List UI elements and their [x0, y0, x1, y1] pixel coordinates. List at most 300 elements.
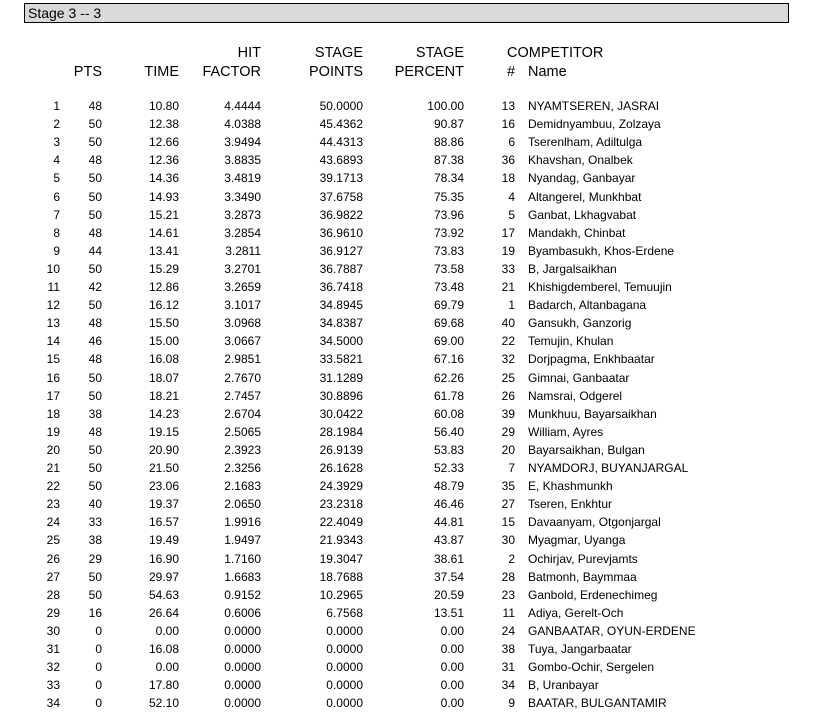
stage-points-cell: 43.6893 — [319, 153, 363, 168]
points-cell: 46 — [88, 334, 102, 349]
time-cell: 14.61 — [148, 225, 179, 240]
competitor-number-cell: 30 — [501, 533, 515, 548]
time-cell: 19.15 — [148, 424, 179, 439]
hit-factor-cell: 3.4819 — [224, 171, 261, 186]
competitor-number-cell: 2 — [508, 551, 515, 566]
time-cell: 15.29 — [148, 261, 179, 276]
hit-factor-cell: 4.0388 — [224, 117, 261, 132]
competitor-name-cell: B, Jargalsaikhan — [528, 261, 617, 276]
competitor-name-cell: Byambasukh, Khos-Erdene — [528, 243, 675, 258]
stage-points-cell: 30.8896 — [319, 388, 363, 403]
time-cell: 23.06 — [148, 479, 179, 494]
stage-percent-cell: 44.81 — [433, 515, 464, 530]
competitor-number-cell: 39 — [501, 406, 515, 421]
place-cell: 28 — [46, 587, 60, 602]
stage-percent-cell: 38.61 — [433, 551, 464, 566]
table-row — [0, 477, 816, 495]
place-cell: 12 — [46, 298, 60, 313]
header-competitor: COMPETITOR — [507, 45, 604, 61]
hit-factor-cell: 2.3256 — [224, 461, 261, 475]
points-cell: 42 — [88, 280, 102, 294]
stage-points-cell: 28.1984 — [319, 424, 363, 439]
competitor-name-cell: Temujin, Khulan — [528, 334, 614, 349]
table-row — [0, 278, 816, 296]
time-cell: 19.37 — [148, 497, 179, 512]
time-cell: 16.90 — [148, 551, 179, 566]
competitor-number-cell: 18 — [501, 171, 515, 186]
hit-factor-cell: 1.9497 — [224, 533, 261, 548]
stage-percent-cell: 0.00 — [440, 678, 464, 693]
competitor-number-cell: 5 — [508, 207, 515, 222]
place-cell: 4 — [53, 153, 60, 168]
stage-points-cell: 34.8945 — [319, 298, 363, 313]
points-cell: 50 — [88, 569, 102, 584]
place-cell: 2 — [53, 117, 60, 132]
table-row — [0, 296, 816, 314]
time-cell: 21.50 — [148, 461, 179, 475]
competitor-number-cell: 40 — [501, 316, 515, 331]
stage-percent-cell: 100.00 — [427, 99, 464, 113]
place-cell: 19 — [46, 424, 60, 439]
table-row — [0, 224, 816, 242]
hit-factor-cell: 2.6704 — [224, 406, 261, 421]
hit-factor-cell: 2.5065 — [224, 424, 261, 439]
competitor-number-cell: 15 — [501, 515, 515, 530]
time-cell: 29.97 — [148, 569, 179, 584]
header-stage-points-line1: STAGE — [314, 45, 363, 61]
place-cell: 11 — [47, 280, 60, 294]
time-cell: 19.49 — [148, 533, 179, 548]
hit-factor-cell: 0.6006 — [224, 605, 261, 620]
stage-points-cell: 26.9139 — [319, 442, 363, 457]
stage-percent-cell: 0.00 — [440, 623, 464, 638]
stage-points-cell: 36.7887 — [319, 261, 363, 276]
stage-points-cell: 0.0000 — [326, 642, 363, 656]
stage-points-cell: 10.2965 — [319, 587, 363, 602]
hit-factor-cell: 0.0000 — [224, 678, 261, 693]
header-time: TIME — [144, 64, 179, 80]
table-row — [0, 151, 816, 169]
place-cell: 16 — [46, 370, 60, 385]
stage-points-cell: 34.5000 — [319, 334, 363, 349]
stage-points-cell: 23.2318 — [319, 497, 363, 512]
time-cell: 16.57 — [148, 515, 179, 530]
competitor-number-cell: 9 — [508, 696, 515, 711]
place-cell: 3 — [53, 135, 60, 150]
competitor-name-cell: Badarch, Altanbagana — [528, 298, 647, 313]
points-cell: 50 — [88, 207, 102, 222]
table-row — [0, 97, 816, 115]
stage-points-cell: 21.9343 — [319, 533, 363, 548]
stage-title: Stage 3 -- 3 — [28, 5, 102, 21]
competitor-name-cell: Ganbat, Lkhagvabat — [528, 207, 637, 222]
competitor-name-cell: Adiya, Gerelt-Och — [528, 605, 624, 620]
stage-points-cell: 30.0422 — [319, 406, 363, 421]
place-cell: 1 — [53, 99, 60, 113]
competitor-name-cell: Namsrai, Odgerel — [528, 388, 623, 403]
stage-points-cell: 0.0000 — [326, 623, 363, 638]
time-cell: 12.38 — [148, 117, 179, 132]
points-cell: 40 — [88, 497, 102, 512]
place-cell: 26 — [46, 551, 60, 566]
table-row — [0, 169, 816, 187]
time-cell: 10.80 — [148, 99, 179, 113]
stage-percent-cell: 67.16 — [433, 352, 464, 367]
competitor-number-cell: 11 — [502, 605, 515, 620]
points-cell: 50 — [88, 370, 102, 385]
stage-percent-cell: 46.46 — [433, 497, 464, 512]
competitor-number-cell: 25 — [501, 370, 515, 385]
place-cell: 29 — [46, 605, 60, 620]
points-cell: 48 — [88, 99, 102, 113]
points-cell: 50 — [88, 117, 102, 132]
place-cell: 34 — [46, 696, 60, 711]
hit-factor-cell: 1.9916 — [224, 515, 261, 530]
competitor-number-cell: 7 — [508, 461, 515, 475]
time-cell: 15.21 — [148, 207, 179, 222]
stage-percent-cell: 73.58 — [433, 261, 464, 276]
time-cell: 26.64 — [148, 605, 179, 620]
competitor-name-cell: B, Uranbayar — [528, 678, 599, 693]
place-cell: 7 — [53, 207, 60, 222]
points-cell: 48 — [88, 424, 102, 439]
hit-factor-cell: 4.4444 — [224, 99, 261, 113]
competitor-name-cell: William, Ayres — [528, 424, 604, 439]
competitor-name-cell: Gimnai, Ganbaatar — [528, 370, 630, 385]
stage-percent-cell: 52.33 — [433, 461, 464, 475]
header-hit-factor-line2: FACTOR — [202, 64, 261, 80]
stage-percent-cell: 87.38 — [433, 153, 464, 168]
table-row — [0, 332, 816, 350]
stage-percent-cell: 73.96 — [433, 207, 464, 222]
competitor-number-cell: 16 — [501, 117, 515, 132]
competitor-number-cell: 1 — [508, 298, 515, 313]
stage-points-cell: 44.4313 — [319, 135, 363, 150]
stage-points-cell: 6.7568 — [326, 605, 363, 620]
competitor-name-cell: Gansukh, Ganzorig — [528, 316, 632, 331]
competitor-name-cell: Batmonh, Baymmaa — [528, 569, 637, 584]
table-row — [0, 586, 816, 604]
hit-factor-cell: 3.2701 — [224, 261, 261, 276]
points-cell: 44 — [88, 243, 102, 258]
hit-factor-cell: 1.7160 — [224, 551, 261, 566]
competitor-number-cell: 31 — [501, 660, 515, 675]
stage-percent-cell: 90.87 — [433, 117, 464, 132]
place-cell: 30 — [46, 623, 60, 638]
stage-points-cell: 36.9610 — [319, 225, 363, 240]
points-cell: 16 — [88, 605, 102, 620]
competitor-number-cell: 4 — [508, 189, 515, 204]
table-row — [0, 694, 816, 712]
stage-points-cell: 34.8387 — [319, 316, 363, 331]
points-cell: 0 — [95, 623, 102, 638]
table-row — [0, 188, 816, 206]
stage-points-cell: 36.9127 — [319, 243, 363, 258]
hit-factor-cell: 2.1683 — [224, 479, 261, 494]
table-row — [0, 550, 816, 568]
stage-percent-cell: 88.86 — [433, 135, 464, 150]
time-cell: 12.86 — [148, 280, 179, 294]
stage-points-cell: 22.4049 — [319, 515, 363, 530]
place-cell: 10 — [46, 261, 60, 276]
points-cell: 0 — [95, 696, 102, 711]
hit-factor-cell: 0.0000 — [224, 660, 261, 675]
time-cell: 20.90 — [148, 442, 179, 457]
points-cell: 50 — [88, 461, 102, 475]
stage-points-cell: 31.1289 — [319, 370, 363, 385]
hit-factor-cell: 2.9851 — [224, 352, 261, 367]
competitor-name-cell: Ganbold, Erdenechimeg — [528, 587, 658, 602]
points-cell: 50 — [88, 298, 102, 313]
points-cell: 48 — [88, 225, 102, 240]
time-cell: 18.07 — [148, 370, 179, 385]
competitor-name-cell: Myagmar, Uyanga — [528, 533, 626, 548]
hit-factor-cell: 3.1017 — [224, 298, 261, 313]
place-cell: 14 — [46, 334, 60, 349]
stage-points-cell: 24.3929 — [319, 479, 363, 494]
table-row — [0, 115, 816, 133]
points-cell: 0 — [95, 642, 102, 656]
stage-percent-cell: 78.34 — [433, 171, 464, 186]
table-row — [0, 531, 816, 549]
stage-percent-cell: 56.40 — [433, 424, 464, 439]
table-row — [0, 405, 816, 423]
table-row — [0, 242, 816, 260]
points-cell: 50 — [88, 479, 102, 494]
competitor-number-cell: 19 — [501, 243, 515, 258]
stage-percent-cell: 69.00 — [433, 334, 464, 349]
time-cell: 16.12 — [148, 298, 179, 313]
competitor-number-cell: 34 — [501, 678, 515, 693]
competitor-number-cell: 27 — [501, 497, 515, 512]
stage-percent-cell: 53.83 — [433, 442, 464, 457]
hit-factor-cell: 3.0667 — [224, 334, 261, 349]
competitor-name-cell: GANBAATAR, OYUN-ERDENE — [528, 623, 696, 638]
competitor-name-cell: Demidnyambuu, Zolzaya — [528, 117, 661, 132]
competitor-name-cell: Gombo-Ochir, Sergelen — [528, 660, 655, 675]
competitor-name-cell: Ochirjav, Purevjamts — [528, 551, 638, 566]
hit-factor-cell: 3.3490 — [224, 189, 261, 204]
hit-factor-cell: 2.3923 — [224, 442, 261, 457]
points-cell: 0 — [95, 678, 102, 693]
place-cell: 22 — [46, 479, 60, 494]
place-cell: 5 — [53, 171, 60, 186]
competitor-name-cell: Tseren, Enkhtur — [528, 497, 613, 512]
points-cell: 50 — [88, 442, 102, 457]
place-cell: 15 — [46, 352, 60, 367]
hit-factor-cell: 0.0000 — [224, 696, 261, 711]
stage-percent-cell: 20.59 — [433, 587, 464, 602]
hit-factor-cell: 1.6683 — [224, 569, 261, 584]
points-cell: 38 — [88, 406, 102, 421]
time-cell: 14.93 — [148, 189, 179, 204]
place-cell: 13 — [46, 316, 60, 331]
hit-factor-cell: 3.9494 — [224, 135, 261, 150]
stage-points-cell: 37.6758 — [319, 189, 363, 204]
place-cell: 25 — [46, 533, 60, 548]
hit-factor-cell: 3.2873 — [224, 207, 261, 222]
hit-factor-cell: 3.2659 — [224, 280, 261, 294]
hit-factor-cell: 2.0650 — [224, 497, 261, 512]
hit-factor-cell: 3.2854 — [224, 225, 261, 240]
hit-factor-cell: 0.0000 — [224, 623, 261, 638]
competitor-name-cell: Khishigdemberel, Temuujin — [528, 280, 672, 294]
place-cell: 24 — [46, 515, 60, 530]
stage-points-cell: 0.0000 — [326, 696, 363, 711]
points-cell: 50 — [88, 587, 102, 602]
header-stage-percent-line1: STAGE — [415, 45, 464, 61]
competitor-number-cell: 20 — [501, 442, 515, 457]
stage-points-cell: 33.5821 — [319, 352, 363, 367]
place-cell: 20 — [46, 442, 60, 457]
competitor-number-cell: 21 — [501, 280, 515, 294]
stage-percent-cell: 60.08 — [433, 406, 464, 421]
competitor-name-cell: Bayarsaikhan, Bulgan — [528, 442, 645, 457]
time-cell: 0.00 — [155, 623, 179, 638]
table-row — [0, 513, 816, 531]
table-row — [0, 423, 816, 441]
hit-factor-cell: 3.2811 — [225, 243, 261, 258]
competitor-number-cell: 38 — [501, 642, 515, 656]
points-cell: 48 — [88, 316, 102, 331]
stage-points-cell: 39.1713 — [319, 171, 363, 186]
time-cell: 12.36 — [148, 153, 179, 168]
header-hit-factor-line1: HIT — [237, 45, 261, 61]
competitor-number-cell: 13 — [501, 99, 515, 113]
table-row — [0, 206, 816, 224]
competitor-number-cell: 6 — [508, 135, 515, 150]
stage-title-bar — [24, 3, 789, 23]
table-row — [0, 622, 816, 640]
time-cell: 52.10 — [148, 696, 179, 711]
competitor-number-cell: 35 — [501, 479, 515, 494]
stage-percent-cell: 69.68 — [433, 316, 464, 331]
time-cell: 17.80 — [148, 678, 179, 693]
competitor-name-cell: Mandakh, Chinbat — [528, 225, 626, 240]
competitor-number-cell: 36 — [501, 153, 515, 168]
stage-percent-cell: 13.51 — [433, 605, 464, 620]
place-cell: 23 — [46, 497, 60, 512]
place-cell: 9 — [53, 243, 60, 258]
competitor-number-cell: 29 — [501, 424, 515, 439]
hit-factor-cell: 3.0968 — [224, 316, 261, 331]
time-cell: 14.36 — [148, 171, 179, 186]
place-cell: 32 — [46, 660, 60, 675]
hit-factor-cell: 2.7670 — [224, 370, 261, 385]
stage-points-cell: 0.0000 — [326, 660, 363, 675]
table-row — [0, 441, 816, 459]
time-cell: 14.23 — [148, 406, 179, 421]
competitor-number-cell: 32 — [501, 352, 515, 367]
stage-points-cell: 36.9822 — [319, 207, 363, 222]
competitor-number-cell: 24 — [501, 623, 515, 638]
competitor-name-cell: Dorjpagma, Enkhbaatar — [528, 352, 655, 367]
table-row — [0, 350, 816, 368]
stage-points-cell: 45.4362 — [319, 117, 363, 132]
time-cell: 13.41 — [148, 243, 179, 258]
competitor-number-cell: 17 — [501, 225, 515, 240]
stage-percent-cell: 48.79 — [433, 479, 464, 494]
table-row — [0, 387, 816, 405]
competitor-name-cell: E, Khashmunkh — [528, 479, 613, 494]
place-cell: 33 — [46, 678, 60, 693]
stage-percent-cell: 75.35 — [433, 189, 464, 204]
points-cell: 33 — [88, 515, 102, 530]
points-cell: 0 — [95, 660, 102, 675]
table-row — [0, 658, 816, 676]
points-cell: 50 — [88, 189, 102, 204]
stage-percent-cell: 73.92 — [433, 225, 464, 240]
time-cell: 15.50 — [148, 316, 179, 331]
competitor-number-cell: 26 — [501, 388, 515, 403]
stage-percent-cell: 62.26 — [433, 370, 464, 385]
competitor-number-cell: 28 — [501, 569, 515, 584]
stage-percent-cell: 43.87 — [433, 533, 464, 548]
points-cell: 38 — [88, 533, 102, 548]
time-cell: 18.21 — [148, 388, 179, 403]
hit-factor-cell: 3.8835 — [224, 153, 261, 168]
table-row — [0, 133, 816, 151]
points-cell: 50 — [88, 388, 102, 403]
header-stage-percent-line2: PERCENT — [394, 64, 464, 80]
time-cell: 12.66 — [148, 135, 179, 150]
place-cell: 8 — [53, 225, 60, 240]
competitor-name-cell: NYAMDORJ, BUYANJARGAL — [528, 461, 689, 475]
stage-percent-cell: 0.00 — [440, 642, 464, 656]
points-cell: 50 — [88, 261, 102, 276]
table-row — [0, 495, 816, 513]
place-cell: 31 — [46, 642, 60, 656]
table-row — [0, 369, 816, 387]
competitor-name-cell: Khavshan, Onalbek — [528, 153, 633, 168]
stage-points-cell: 18.7688 — [319, 569, 363, 584]
competitor-name-cell: NYAMTSEREN, JASRAI — [528, 99, 660, 113]
place-cell: 17 — [46, 388, 60, 403]
competitor-name-cell: Tuya, Jangarbaatar — [528, 642, 632, 656]
points-cell: 48 — [88, 153, 102, 168]
time-cell: 0.00 — [155, 660, 179, 675]
stage-percent-cell: 61.78 — [433, 388, 464, 403]
table-row — [0, 604, 816, 622]
competitor-number-cell: 23 — [501, 587, 515, 602]
time-cell: 15.00 — [148, 334, 179, 349]
stage-percent-cell: 73.83 — [433, 243, 464, 258]
time-cell: 16.08 — [148, 352, 179, 367]
stage-points-cell: 19.3047 — [319, 551, 363, 566]
competitor-number-cell: 22 — [501, 334, 515, 349]
time-cell: 54.63 — [148, 587, 179, 602]
stage-percent-cell: 0.00 — [440, 660, 464, 675]
table-row — [0, 676, 816, 694]
competitor-name-cell: Altangerel, Munkhbat — [528, 189, 642, 204]
points-cell: 50 — [88, 135, 102, 150]
stage-percent-cell: 37.54 — [433, 569, 464, 584]
competitor-name-cell: Davaanyam, Otgonjargal — [528, 515, 661, 530]
time-cell: 16.08 — [148, 642, 179, 656]
hit-factor-cell: 2.7457 — [224, 388, 261, 403]
place-cell: 6 — [53, 189, 60, 204]
header-pts: PTS — [73, 64, 102, 80]
header-name: Name — [528, 64, 567, 80]
stage-percent-cell: 73.48 — [433, 280, 464, 294]
stage-percent-cell: 69.79 — [433, 298, 464, 313]
points-cell: 48 — [88, 352, 102, 367]
competitor-number-cell: 33 — [501, 261, 515, 276]
points-cell: 29 — [88, 551, 102, 566]
competitor-name-cell: Nyandag, Ganbayar — [528, 171, 636, 186]
table-row — [0, 459, 816, 477]
points-cell: 50 — [88, 171, 102, 186]
